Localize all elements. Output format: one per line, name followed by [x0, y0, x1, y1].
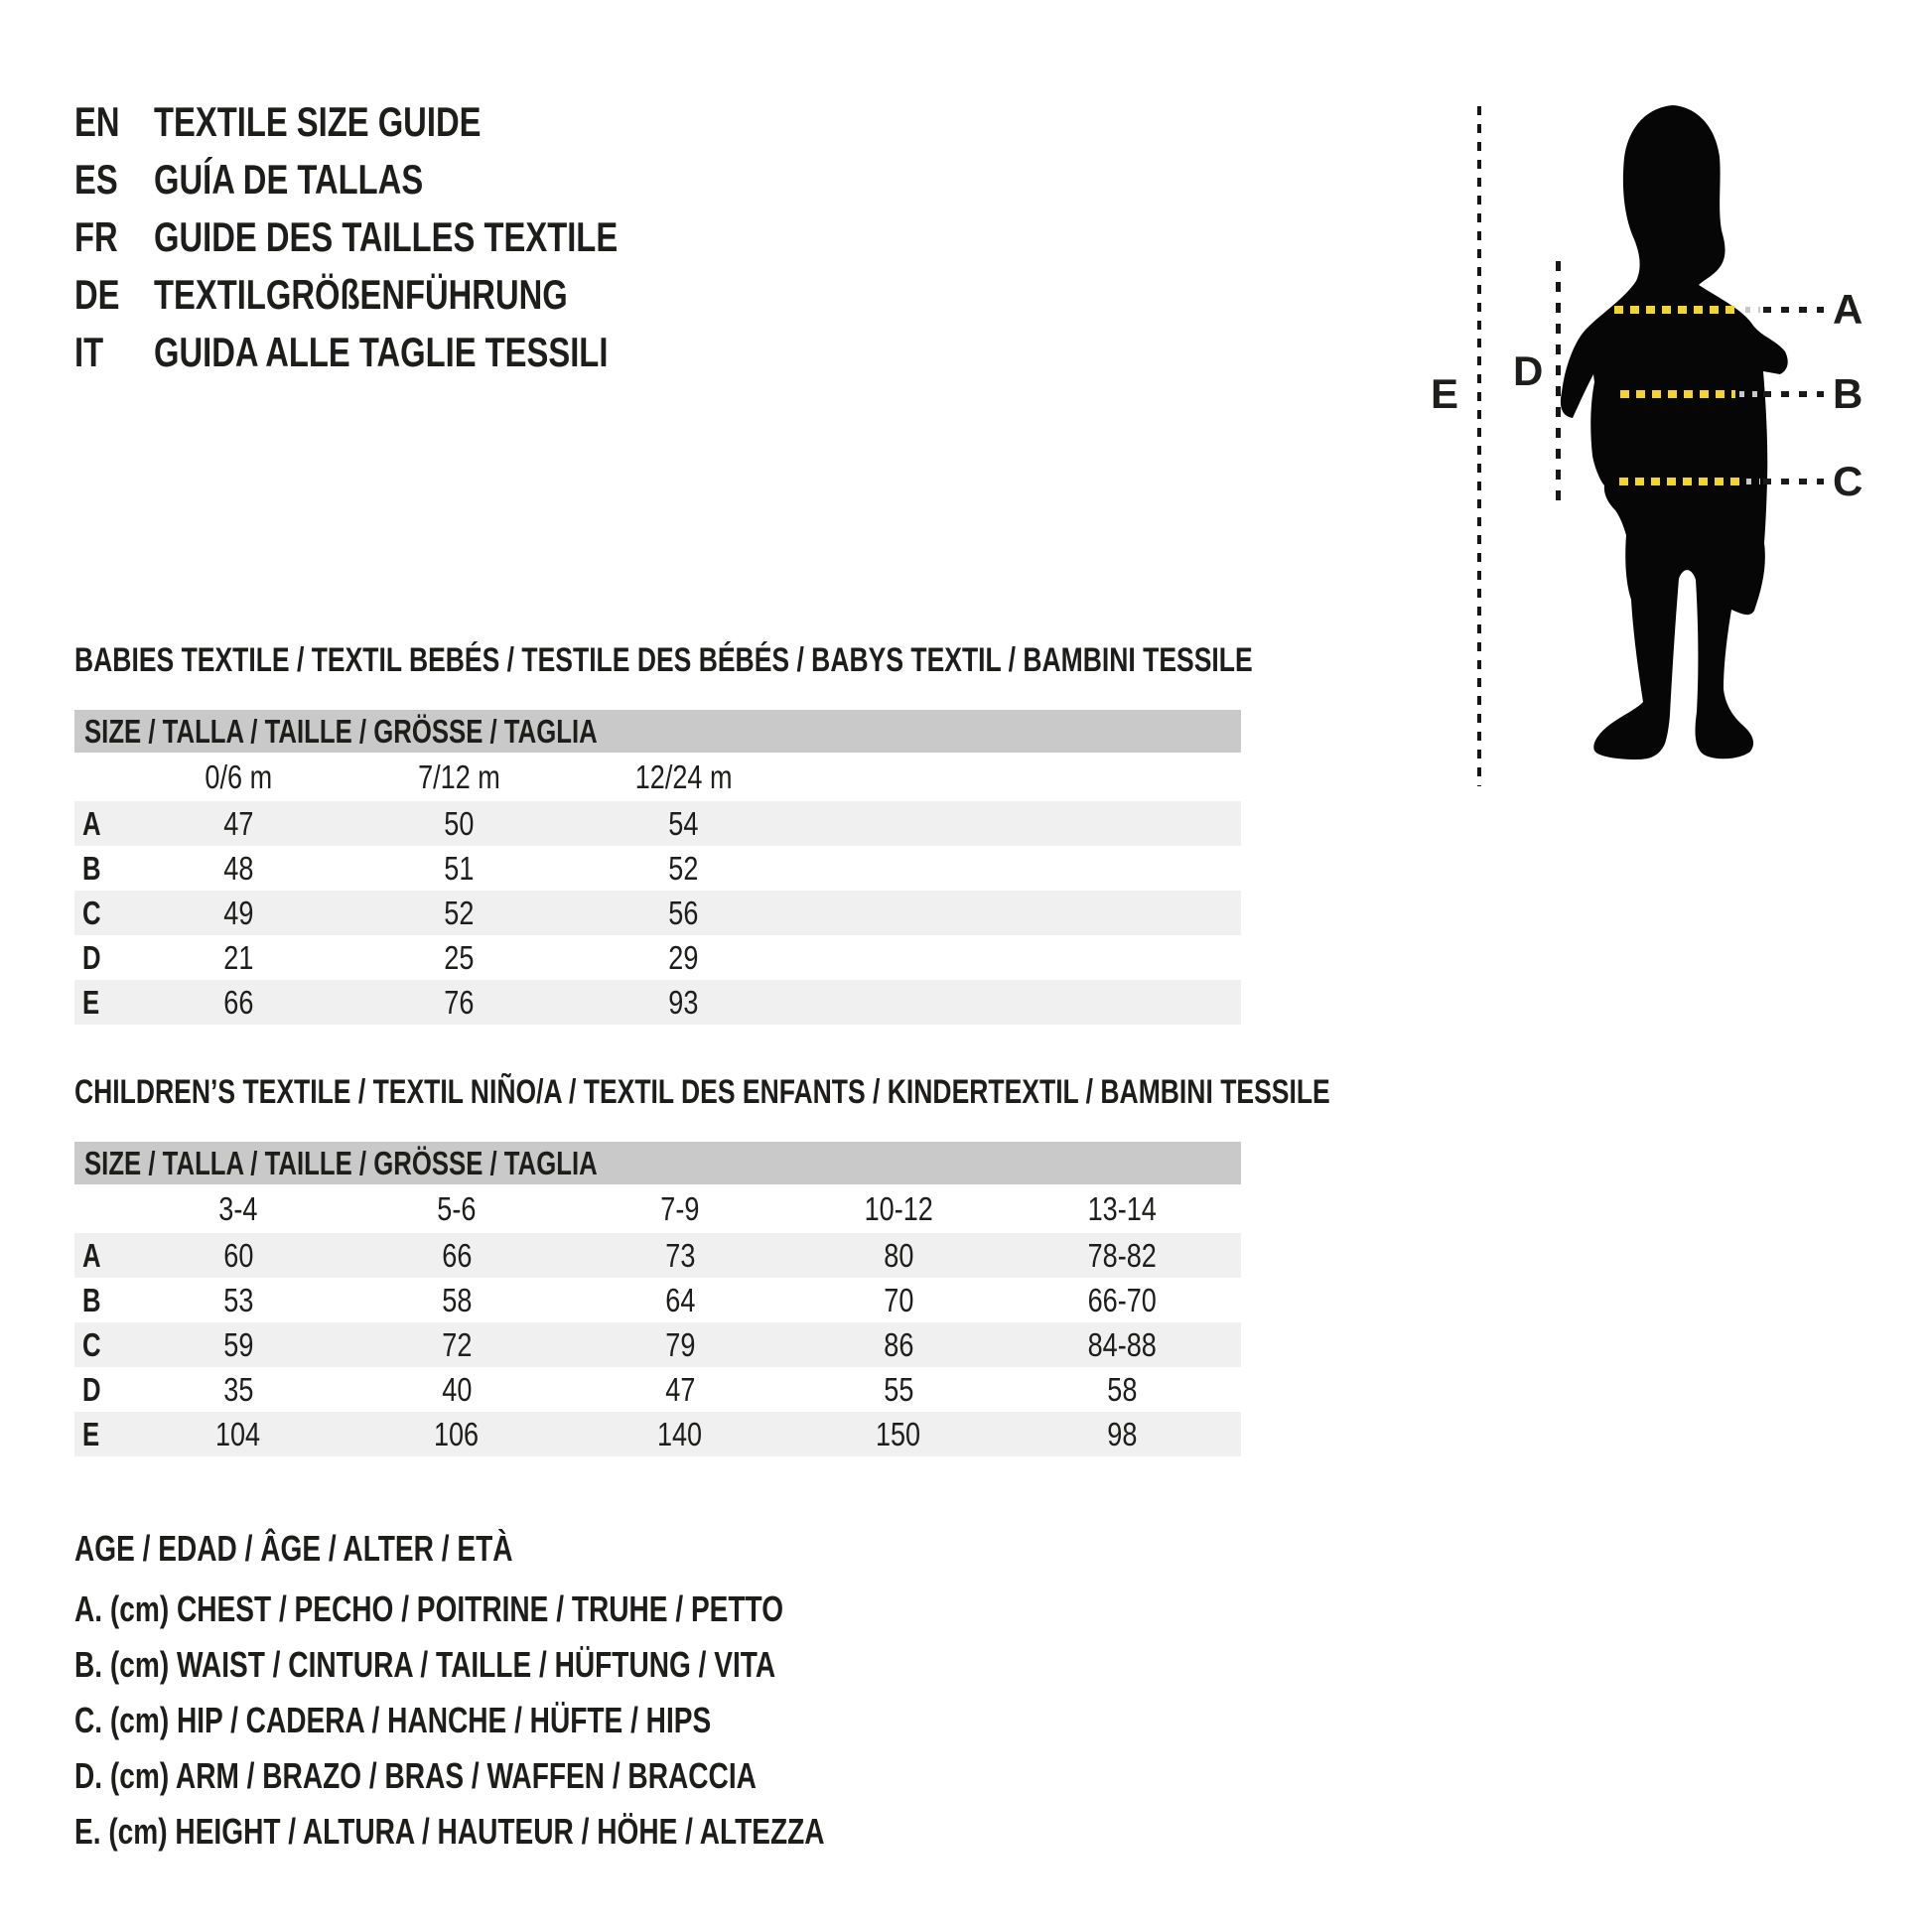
size-value-cell: 98: [1106, 1415, 1138, 1452]
guide-title: TEXTILGRÖßENFÜHRUNG: [154, 271, 568, 318]
size-value-cell: 86: [883, 1325, 914, 1363]
table-row: [74, 1367, 1241, 1412]
children-section-title: CHILDREN’S TEXTILE / TEXTIL NIÑO/A / TEXTIL DES ENFANTS / KINDERTEXTIL / BAMBINI TESSILE: [74, 1073, 1330, 1111]
legend-line-chest: A. (cm) CHEST / PECHO / POITRINE / TRUHE / PETTO: [74, 1588, 784, 1629]
size-value-cell: 104: [215, 1415, 261, 1452]
size-value-cell: 140: [657, 1415, 703, 1452]
size-value-cell: 76: [444, 983, 475, 1021]
size-value-cell: 59: [222, 1325, 254, 1363]
guide-title: GUÍA DE TALLAS: [154, 156, 424, 203]
table-row: [74, 801, 1241, 846]
size-value-cell: 35: [222, 1370, 254, 1408]
row-letter-cell: E: [82, 1415, 100, 1452]
size-value-cell: 40: [441, 1370, 473, 1408]
babies-size-table: [74, 710, 1241, 1025]
size-value-cell: 50: [444, 804, 475, 842]
row-letter-cell: C: [82, 1325, 101, 1363]
size-value-cell: 72: [441, 1325, 473, 1363]
row-letter-cell: D: [82, 938, 101, 976]
measure-label-b: B: [1833, 370, 1863, 417]
size-value-cell: 66-70: [1087, 1281, 1157, 1318]
measure-label-a: A: [1833, 286, 1863, 333]
size-value-cell: 78-82: [1087, 1236, 1157, 1274]
size-header-bar: SIZE / TALLA / TAILLE / GRÖSSE / TAGLIA: [74, 1142, 1241, 1184]
size-value-cell: 21: [222, 938, 254, 976]
column-header-cell: 5-6: [437, 1189, 477, 1227]
size-value-cell: 53: [222, 1281, 254, 1318]
language-code: FR: [74, 213, 118, 260]
column-header-row: [74, 753, 1241, 801]
size-value-cell: 47: [664, 1370, 696, 1408]
language-code: ES: [74, 156, 118, 203]
column-header-cell: 0/6 m: [205, 758, 272, 795]
table-row: [74, 891, 1241, 935]
table-row: [74, 980, 1241, 1025]
guide-title: GUIDE DES TAILLES TEXTILE: [154, 213, 619, 260]
language-code: EN: [74, 98, 120, 145]
size-value-cell: 48: [222, 849, 254, 887]
column-header-cell: 7-9: [660, 1189, 700, 1227]
guide-title: GUIDA ALLE TAGLIE TESSILI: [154, 329, 609, 375]
measure-label-d: D: [1513, 347, 1544, 394]
babies-section-title: BABIES TEXTILE / TEXTIL BEBÉS / TESTILE DES BÉBÉS / BABYS TEXTIL / BAMBINI TESSILE: [74, 641, 1253, 679]
column-header-row: [74, 1184, 1241, 1233]
size-value-cell: 150: [876, 1415, 921, 1452]
column-header-cell: 3-4: [218, 1189, 258, 1227]
child-silhouette: [1549, 69, 1876, 784]
row-letter-cell: B: [82, 849, 101, 887]
column-header-cell: 13-14: [1087, 1189, 1157, 1227]
height-measure-line-e: [1477, 106, 1481, 786]
column-header-cell: 10-12: [864, 1189, 933, 1227]
size-value-cell: 55: [883, 1370, 914, 1408]
legend-line-hip: C. (cm) HIP / CADERA / HANCHE / HÜFTE / HIPS: [74, 1700, 712, 1740]
guide-title: TEXTILE SIZE GUIDE: [154, 98, 482, 145]
size-value-cell: 58: [441, 1281, 473, 1318]
size-value-cell: 49: [222, 894, 254, 931]
size-value-cell: 79: [664, 1325, 696, 1363]
size-value-cell: 25: [444, 938, 475, 976]
size-header-bar: SIZE / TALLA / TAILLE / GRÖSSE / TAGLIA: [74, 710, 1241, 753]
table-row: [74, 846, 1241, 891]
size-value-cell: 70: [883, 1281, 914, 1318]
table-row: [74, 1322, 1241, 1367]
legend-line-height: E. (cm) HEIGHT / ALTURA / HAUTEUR / HÖHE / ALTEZZA: [74, 1811, 825, 1852]
size-value-cell: 80: [883, 1236, 914, 1274]
size-value-cell: 56: [668, 894, 699, 931]
size-value-cell: 54: [668, 804, 699, 842]
table-row: [74, 1412, 1241, 1456]
size-value-cell: 84-88: [1087, 1325, 1157, 1363]
table-row: [74, 1233, 1241, 1278]
size-value-cell: 29: [668, 938, 699, 976]
row-letter-cell: A: [82, 804, 101, 842]
size-value-cell: 106: [434, 1415, 480, 1452]
legend-line-waist: B. (cm) WAIST / CINTURA / TAILLE / HÜFTUNG / VITA: [74, 1644, 776, 1685]
legend-line-arm: D. (cm) ARM / BRAZO / BRAS / WAFFEN / BRACCIA: [74, 1755, 757, 1796]
size-value-cell: 64: [664, 1281, 696, 1318]
size-value-cell: 51: [444, 849, 475, 887]
size-value-cell: 60: [222, 1236, 254, 1274]
row-letter-cell: C: [82, 894, 101, 931]
measure-label-c: C: [1833, 458, 1863, 504]
size-value-cell: 73: [664, 1236, 696, 1274]
language-code: DE: [74, 271, 120, 318]
row-letter-cell: E: [82, 983, 100, 1021]
table-row: [74, 1278, 1241, 1322]
size-value-cell: 47: [222, 804, 254, 842]
row-letter-cell: B: [82, 1281, 101, 1318]
column-header-cell: 7/12 m: [418, 758, 500, 795]
row-letter-cell: A: [82, 1236, 101, 1274]
legend-line-age: AGE / EDAD / ÂGE / ALTER / ETÀ: [74, 1528, 513, 1569]
size-value-cell: 52: [668, 849, 699, 887]
size-value-cell: 58: [1106, 1370, 1138, 1408]
size-value-cell: 66: [441, 1236, 473, 1274]
size-value-cell: 66: [222, 983, 254, 1021]
column-header-cell: 12/24 m: [634, 758, 733, 795]
row-letter-cell: D: [82, 1370, 101, 1408]
table-row: [74, 935, 1241, 980]
size-value-cell: 93: [668, 983, 699, 1021]
children-size-table: [74, 1142, 1241, 1456]
measure-label-e: E: [1431, 370, 1459, 417]
size-value-cell: 52: [444, 894, 475, 931]
language-code: IT: [74, 329, 104, 375]
